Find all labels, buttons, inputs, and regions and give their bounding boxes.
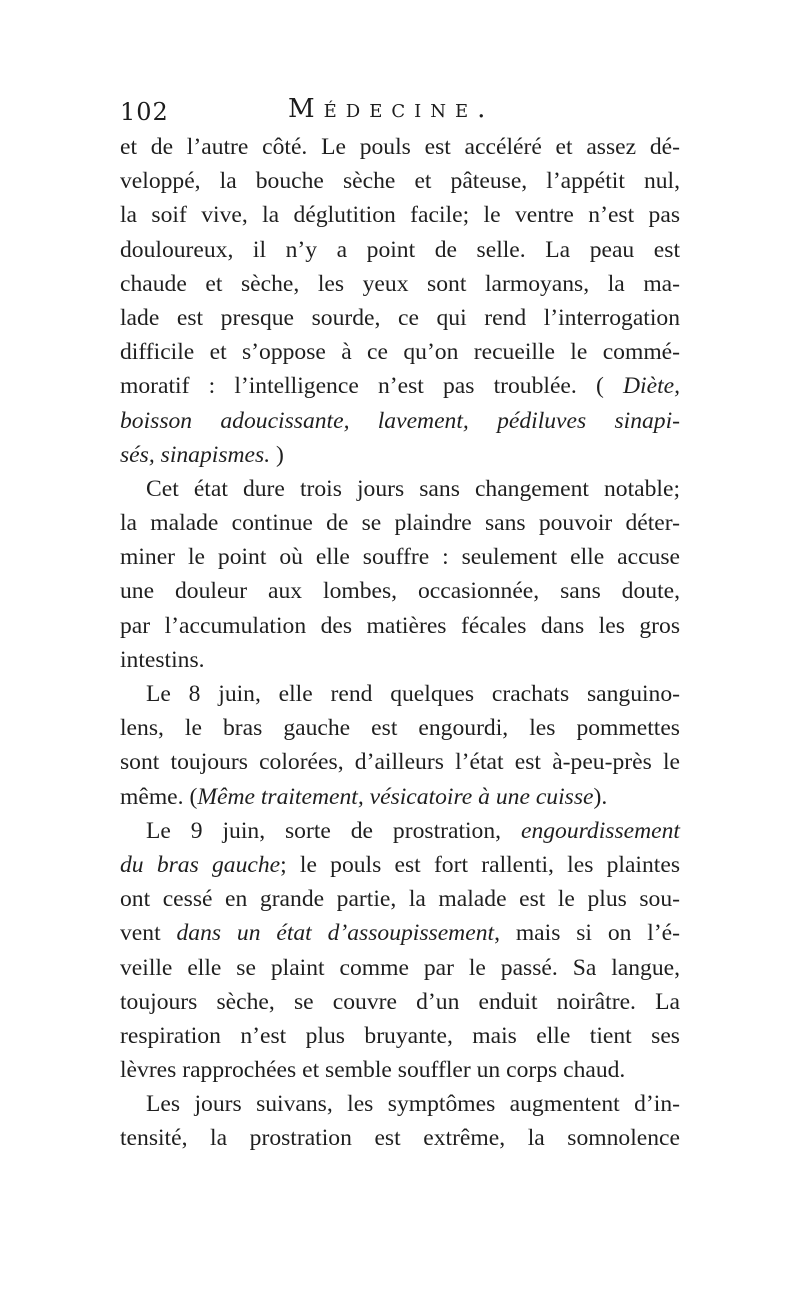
text-line xyxy=(120,1019,680,1053)
text-line xyxy=(120,745,680,779)
italic-segment: boisson adoucissante, lavement, pédiluves sinapi- xyxy=(120,407,680,434)
text-line xyxy=(120,506,680,540)
italic-segment: sés, sinapismes. xyxy=(120,441,271,468)
text-line xyxy=(120,574,680,608)
text-segment: Le 8 juin, elle rend quelques crachats sanguino- xyxy=(146,681,680,707)
text-line xyxy=(120,198,680,232)
text-line xyxy=(120,130,680,164)
text-line xyxy=(120,540,680,574)
text-segment: vent xyxy=(120,920,177,947)
italic-segment: dans un état d’assoupissement xyxy=(176,920,495,947)
text-segment: , mais si on l’é- xyxy=(494,920,681,947)
text-segment: tensité, la prostration est extrême, la somnolence xyxy=(120,1125,680,1152)
text-segment: lade est presque sourde, ce qui rend l’interrogation xyxy=(120,304,680,331)
text-segment: chaude et sèche, les yeux sont larmoyans, la ma- xyxy=(120,270,680,297)
italic-segment: Diète, xyxy=(623,373,680,400)
text-segment: toujours sèche, se couvre d’un enduit noirâtre. La xyxy=(120,988,680,1015)
text-line xyxy=(120,369,680,403)
text-segment: respiration n’est plus bruyante, mais elle tient ses xyxy=(120,1022,680,1049)
text-segment: miner le point où elle souffre : seulement elle accuse xyxy=(120,544,680,571)
text-line xyxy=(120,233,680,267)
text-segment: moratif : l’intelligence n’est pas troublée. ( xyxy=(120,373,623,400)
text-line xyxy=(120,814,680,848)
italic-segment: du bras gauche xyxy=(120,851,281,878)
text-segment: ; le pouls est fort rallenti, les plaintes xyxy=(280,851,680,878)
text-segment: veloppé, la bouche sèche et pâteuse, l’appétit nul, xyxy=(120,168,680,195)
italic-segment: engourdissement xyxy=(520,817,680,844)
text-segment: lens, le bras gauche est engourdi, les pommettes xyxy=(120,715,680,742)
text-line xyxy=(120,916,680,950)
text-line xyxy=(120,711,680,745)
text-segment: ont cessé en grande partie, la malade est le plus sou- xyxy=(120,886,680,913)
running-title: Médecine. xyxy=(288,94,495,124)
text-line xyxy=(120,609,680,643)
text-segment: sont toujours colorées, d’ailleurs l’état est à-peu-près le xyxy=(120,749,680,776)
text-segment: veille elle se plaint comme par le passé. Sa langue, xyxy=(120,954,680,981)
text-line xyxy=(120,985,680,1019)
text-line xyxy=(120,677,680,711)
text-segment: la soif vive, la déglutition facile; le ventre n’est pas xyxy=(120,202,680,229)
text-line xyxy=(120,848,680,882)
text-segment: Le 9 juin, sorte de prostration, xyxy=(146,817,521,844)
text-segment: même. ( xyxy=(120,783,198,810)
text-line xyxy=(120,472,680,506)
text-segment: par l’accumulation des matières fécales dans les gros xyxy=(120,612,680,639)
text-line xyxy=(120,780,680,814)
italic-segment: Même traitement, vésicatoire à une cuisse xyxy=(197,783,594,810)
text-line xyxy=(120,301,680,335)
text-segment: lèvres rapprochées et semble souffler un corps chaud. xyxy=(120,1057,626,1084)
text-line xyxy=(120,1087,680,1121)
text-line xyxy=(120,404,680,438)
body-text xyxy=(120,130,680,1156)
text-segment: intestins. xyxy=(120,646,205,673)
text-line xyxy=(120,643,680,677)
text-line xyxy=(120,951,680,985)
text-line xyxy=(120,882,680,916)
text-segment: Cet état dure trois jours sans changement notable; xyxy=(146,475,680,502)
text-line xyxy=(120,438,680,472)
text-line xyxy=(120,267,680,301)
text-line xyxy=(120,164,680,198)
page-number: 102 xyxy=(120,98,169,126)
text-segment: une douleur aux lombes, occasionnée, sans doute, xyxy=(120,578,680,605)
text-line xyxy=(120,335,680,369)
text-segment: et de l’autre côté. Le pouls est accéléré et assez dé- xyxy=(120,134,680,160)
text-line xyxy=(120,1053,680,1087)
text-segment: Les jours suivans, les symptômes augmentent d’in- xyxy=(146,1091,680,1118)
text-segment: difficile et s’oppose à ce qu’on recueille le commé- xyxy=(120,339,680,366)
text-segment: ). xyxy=(593,783,608,810)
text-segment: la malade continue de se plaindre sans pouvoir déter- xyxy=(120,510,680,537)
page-header xyxy=(120,92,680,132)
text-segment: ) xyxy=(270,441,284,468)
text-line xyxy=(120,1121,680,1155)
text-segment: douloureux, il n’y a point de selle. La peau est xyxy=(120,236,680,263)
